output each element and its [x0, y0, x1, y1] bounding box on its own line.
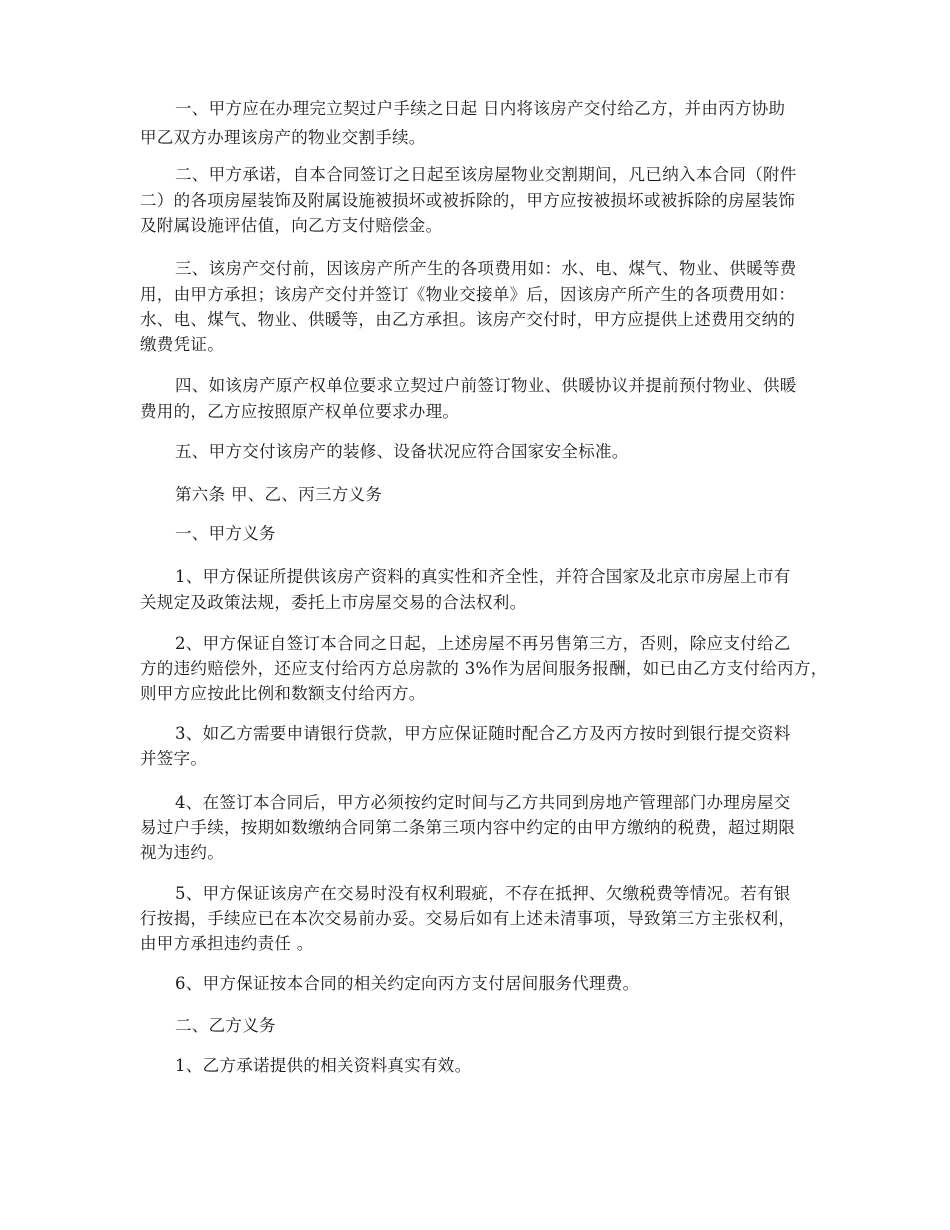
paragraph-line: 用，由甲方承担；该房产交付并签订《物业交接单》后，因该房产所产生的各项费用如：	[140, 285, 796, 304]
paragraph-line: 费用的，乙方应按照原产权单位要求办理。	[140, 402, 460, 421]
paragraph-line: 及附属设施评估值，向乙方支付赔偿金。	[140, 216, 443, 235]
paragraph-line: 方的违约赔偿外，还应支付给丙方总房款的 3%作为居间服务报酬，如已由乙方支付给丙方，	[140, 659, 828, 678]
paragraph-line: 缴费凭证。	[140, 335, 224, 354]
paragraph-line: 1、甲方保证所提供该房产资料的真实性和齐全性，并符合国家及北京市房屋上市有	[175, 567, 791, 586]
paragraph-line: 四、如该房产原产权单位要求立契过户前签订物业、供暖协议并提前预付物业、供暖	[175, 376, 797, 395]
paragraph-line: 二、甲方承诺，自本合同签订之日起至该房屋物业交割期间，凡已纳入本合同（附件	[175, 165, 797, 184]
paragraph-line: 一、甲方应在办理完立契过户手续之日起 日内将该房产交付给乙方，并由丙方协助	[175, 99, 786, 118]
paragraph-line: 关规定及政策法规，委托上市房屋交易的合法权利。	[140, 593, 527, 612]
subsection-heading: 一、甲方义务	[175, 524, 276, 543]
paragraph-line: 6、甲方保证按本合同的相关约定向丙方支付居间服务代理费。	[175, 974, 640, 993]
paragraph-line: 五、甲方交付该房产的装修、设备状况应符合国家安全标准。	[175, 442, 629, 461]
paragraph-line: 并签字。	[140, 749, 208, 768]
paragraph-line: 则甲方应按此比例和数额支付给丙方。	[140, 684, 426, 703]
paragraph-line: 2、甲方保证自签订本合同之日起，上述房屋不再另售第三方，否则，除应支付给乙	[175, 634, 791, 653]
paragraph-line: 行按揭，手续应已在本次交易前办妥。交易后如有上述未清事项，导致第三方主张权利，	[140, 909, 796, 928]
paragraph-line: 1、乙方承诺提供的相关资料真实有效。	[175, 1056, 472, 1075]
paragraph-line: 由甲方承担违约责任 。	[140, 934, 314, 953]
paragraph-line: 3、如乙方需要申请银行贷款，甲方应保证随时配合乙方及丙方按时到银行提交资料	[175, 724, 791, 743]
section-heading: 第六条 甲、乙、丙三方义务	[175, 485, 383, 504]
subsection-heading: 二、乙方义务	[175, 1016, 276, 1035]
paragraph-line: 水、电、煤气、物业、供暖等，由乙方承担。该房产交付时，甲方应提供上述费用交纳的	[140, 310, 796, 329]
paragraph-line: 视为违约。	[140, 843, 224, 862]
paragraph-line: 易过户手续，按期如数缴纳合同第二条第三项内容中约定的由甲方缴纳的税费，超过期限	[140, 818, 796, 837]
paragraph-line: 三、该房产交付前，因该房产所产生的各项费用如：水、电、煤气、物业、供暖等费	[175, 259, 797, 278]
paragraph-line: 二）的各项房屋装饰及附属设施被损坏或被拆除的，甲方应按被损坏或被拆除的房屋装饰	[140, 191, 796, 210]
paragraph-line: 5、甲方保证该房产在交易时没有权利瑕疵，不存在抵押、欠缴税费等情况。若有银	[175, 884, 791, 903]
paragraph-line: 甲乙双方办理该房产的物业交割手续。	[140, 128, 426, 147]
paragraph-line: 4、在签订本合同后，甲方必须按约定时间与乙方共同到房地产管理部门办理房屋交	[175, 793, 791, 812]
